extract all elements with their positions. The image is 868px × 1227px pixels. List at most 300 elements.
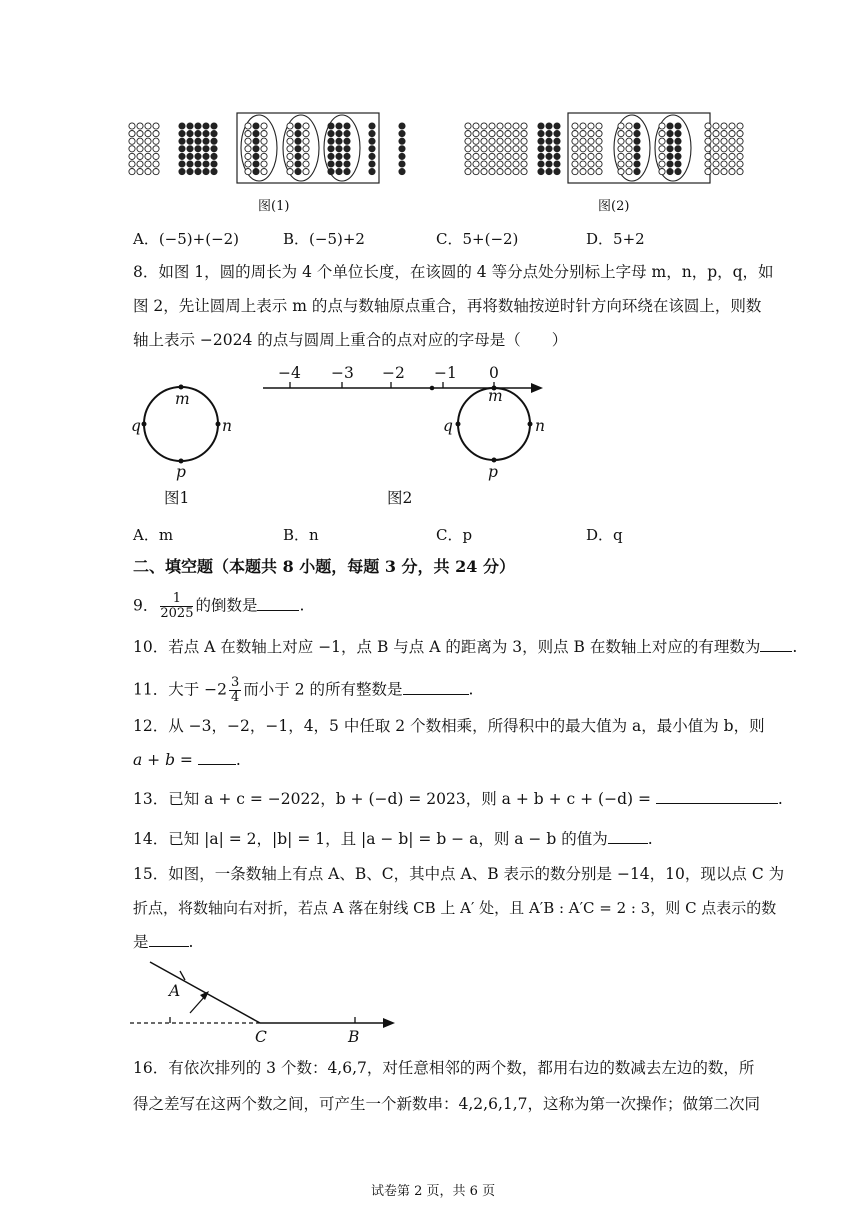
q13 <box>133 789 783 809</box>
bead <box>721 153 727 159</box>
bead <box>721 169 727 175</box>
bead <box>129 123 135 129</box>
bead <box>145 146 151 152</box>
bead <box>634 146 640 152</box>
q8-fig2-label-m: m <box>488 387 503 405</box>
bead <box>675 138 681 144</box>
bead <box>588 161 594 167</box>
bead <box>497 123 503 129</box>
bead <box>667 146 673 152</box>
bead <box>588 138 594 144</box>
bead <box>618 161 624 167</box>
bead <box>328 123 334 129</box>
q8-fig1-caption: 图1 <box>164 489 190 507</box>
bead <box>195 146 201 152</box>
bead <box>667 123 673 129</box>
bead <box>211 131 217 137</box>
bead <box>203 169 209 175</box>
bead <box>596 161 602 167</box>
bead <box>137 146 143 152</box>
bead <box>546 123 552 129</box>
bead <box>659 146 665 152</box>
bead <box>153 138 159 144</box>
bead <box>580 138 586 144</box>
bead <box>245 146 251 152</box>
bead <box>521 138 527 144</box>
bead <box>137 169 143 175</box>
bead <box>626 161 632 167</box>
bead <box>713 138 719 144</box>
bead <box>245 138 251 144</box>
q10-answer-blank[interactable] <box>760 637 792 652</box>
bead <box>187 169 193 175</box>
bead <box>203 146 209 152</box>
bead <box>634 123 640 129</box>
bead <box>179 161 185 167</box>
bead <box>572 169 578 175</box>
q9-frac-num: 1 <box>160 592 193 607</box>
q8-option-c: C．p <box>436 526 473 544</box>
bead <box>729 123 735 129</box>
bead <box>261 161 267 167</box>
bead <box>187 146 193 152</box>
q8-option-a: A．m <box>133 526 174 544</box>
bead <box>634 169 640 175</box>
bead <box>554 161 560 167</box>
bead <box>179 131 185 137</box>
q10-text: 10．若点 A 在数轴上对应 −1，点 B 与点 A 的距离为 3，则点 B 在数轴上对应的有理数为 <box>133 638 761 656</box>
bead <box>521 146 527 152</box>
q8-fig1-label-q: q <box>131 417 141 435</box>
bead <box>399 138 405 144</box>
bead <box>554 123 560 129</box>
bead <box>137 123 143 129</box>
bead <box>705 161 711 167</box>
bead <box>489 123 495 129</box>
bead <box>481 138 487 144</box>
bead <box>497 131 503 137</box>
bead <box>505 161 511 167</box>
bead <box>497 153 503 159</box>
q12-line1: 12．从 −3，−2，−1，4，5 中任取 2 个数相乘，所得积中的最大值为 a，最小值为 b，则 <box>133 717 765 735</box>
q15-line2: 折点，将数轴向右对折，若点 A 落在射线 CB 上 A′ 处，且 A′B : A′C = 2 : 3，则 C 点表示的数 <box>133 899 777 917</box>
bead <box>572 123 578 129</box>
bead <box>521 131 527 137</box>
bead <box>675 131 681 137</box>
q8-fig1-label-m: m <box>175 390 190 408</box>
q7-option-a: A．(−5)+(−2) <box>133 230 240 248</box>
bead <box>295 131 301 137</box>
bead <box>481 169 487 175</box>
bead <box>303 123 309 129</box>
bead <box>465 169 471 175</box>
bead <box>737 161 743 167</box>
bead <box>721 146 727 152</box>
bead <box>203 138 209 144</box>
bead <box>179 123 185 129</box>
bead <box>344 169 350 175</box>
q8-option-b: B．n <box>283 526 319 544</box>
bead <box>295 138 301 144</box>
bead <box>626 146 632 152</box>
bead <box>659 131 665 137</box>
bead <box>153 131 159 137</box>
bead <box>675 123 681 129</box>
bead <box>705 123 711 129</box>
bead <box>295 161 301 167</box>
bead <box>336 123 342 129</box>
bead <box>195 131 201 137</box>
bead <box>261 146 267 152</box>
q12-answer-blank[interactable] <box>198 750 236 765</box>
bead <box>211 153 217 159</box>
bead <box>328 138 334 144</box>
bead <box>303 131 309 137</box>
bead <box>399 131 405 137</box>
bead <box>513 131 519 137</box>
bead <box>513 169 519 175</box>
bead <box>129 169 135 175</box>
bead <box>497 169 503 175</box>
bead <box>713 123 719 129</box>
bead <box>521 123 527 129</box>
bead <box>626 123 632 129</box>
bead <box>465 161 471 167</box>
q14-answer-blank[interactable] <box>608 829 648 844</box>
bead <box>473 161 479 167</box>
bead <box>713 169 719 175</box>
bead <box>203 131 209 137</box>
bead <box>659 138 665 144</box>
bead <box>626 138 632 144</box>
bead <box>253 153 259 159</box>
bead <box>705 131 711 137</box>
q15-end: . <box>188 933 194 951</box>
bead <box>659 169 665 175</box>
q8-line3: 轴上表示 −2024 的点与圆周上重合的点对应的字母是（ ） <box>133 331 568 349</box>
q8-fig1-label-n: n <box>222 417 232 435</box>
bead <box>546 169 552 175</box>
bead <box>203 161 209 167</box>
bead <box>729 169 735 175</box>
bead <box>145 169 151 175</box>
q8-fig2-tick-neg4: −4 <box>278 364 301 382</box>
bead <box>505 169 511 175</box>
bead <box>713 146 719 152</box>
bead <box>713 161 719 167</box>
bead <box>153 146 159 152</box>
bead <box>546 138 552 144</box>
bead <box>596 169 602 175</box>
bead <box>245 131 251 137</box>
q11-frac-den: 4 <box>231 690 240 705</box>
bead <box>580 131 586 137</box>
q11-frac-num: 3 <box>231 675 240 690</box>
bead <box>129 146 135 152</box>
q8-line2: 图 2，先让圆周上表示 m 的点与数轴原点重合，再将数轴按逆时针方向环绕在该圆上，则数 <box>133 297 762 315</box>
bead <box>721 138 727 144</box>
bead <box>737 123 743 129</box>
bead <box>729 146 735 152</box>
section2-title: 二、填空题（本题共 8 小题，每题 3 分，共 24 分） <box>133 557 515 576</box>
bead <box>513 161 519 167</box>
q13-answer-blank[interactable] <box>656 789 778 804</box>
q11-post: 而小于 2 的所有整数是 <box>243 680 403 699</box>
bead <box>465 146 471 152</box>
bead <box>618 138 624 144</box>
bead <box>618 123 624 129</box>
bead <box>580 161 586 167</box>
bead <box>521 161 527 167</box>
bead <box>513 138 519 144</box>
q15-answer-blank[interactable] <box>149 932 189 947</box>
bead <box>521 153 527 159</box>
bead <box>153 161 159 167</box>
bead <box>344 123 350 129</box>
bead <box>572 138 578 144</box>
q9-fraction <box>160 592 193 621</box>
bead <box>546 131 552 137</box>
bead <box>538 138 544 144</box>
bead <box>211 161 217 167</box>
bead <box>465 131 471 137</box>
q9-frac-den: 2025 <box>160 606 194 621</box>
bead <box>481 146 487 152</box>
bead <box>505 131 511 137</box>
bead <box>588 131 594 137</box>
bead <box>618 131 624 137</box>
bead <box>729 153 735 159</box>
q8-fig1-label-p: p <box>176 463 186 481</box>
bead <box>336 131 342 137</box>
bead <box>596 146 602 152</box>
bead <box>481 131 487 137</box>
q8-line1: 8．如图 1，圆的周长为 4 个单位长度，在该圆的 4 等分点处分别标上字母 m，n，p，q，如 <box>133 263 774 281</box>
bead <box>481 123 487 129</box>
bead <box>287 153 293 159</box>
bead <box>489 146 495 152</box>
bead <box>179 153 185 159</box>
bead <box>580 169 586 175</box>
bead <box>721 131 727 137</box>
bead <box>137 131 143 137</box>
bead <box>303 138 309 144</box>
bead <box>211 138 217 144</box>
bead <box>253 161 259 167</box>
bead <box>145 131 151 137</box>
bead <box>287 123 293 129</box>
bead <box>179 138 185 144</box>
bead <box>737 138 743 144</box>
bead <box>481 153 487 159</box>
bead <box>287 131 293 137</box>
q11-answer-blank[interactable] <box>403 680 469 695</box>
bead <box>489 169 495 175</box>
q15-fig-label-c: C <box>255 1028 267 1046</box>
bead <box>596 138 602 144</box>
bead <box>287 146 293 152</box>
bead <box>588 123 594 129</box>
bead <box>473 138 479 144</box>
bead <box>187 123 193 129</box>
q12-expr: a + b = <box>133 751 198 769</box>
bead <box>261 138 267 144</box>
bead <box>497 138 503 144</box>
bead <box>336 153 342 159</box>
bead <box>253 169 259 175</box>
bead <box>187 138 193 144</box>
bead <box>705 138 711 144</box>
bead <box>626 169 632 175</box>
bead <box>659 161 665 167</box>
bead <box>489 161 495 167</box>
bead <box>344 138 350 144</box>
abacus-fig1-caption: 图(1) <box>258 199 290 214</box>
bead <box>245 153 251 159</box>
bead <box>473 153 479 159</box>
bead <box>618 169 624 175</box>
bead <box>737 146 743 152</box>
q11-pre: 11．大于 −2 <box>133 680 227 699</box>
bead <box>399 123 405 129</box>
bead <box>737 169 743 175</box>
bead <box>634 161 640 167</box>
bead <box>261 123 267 129</box>
bead <box>580 146 586 152</box>
q16-line1: 16．有依次排列的 3 个数：4,6,7，对任意相邻的两个数，都用右边的数减去左边的数，所 <box>133 1059 755 1077</box>
bead <box>513 153 519 159</box>
q15-line3 <box>133 932 193 952</box>
bead <box>369 146 375 152</box>
bead <box>538 131 544 137</box>
bead <box>554 169 560 175</box>
bead <box>667 153 673 159</box>
bead <box>253 138 259 144</box>
bead <box>129 161 135 167</box>
bead <box>287 138 293 144</box>
bead <box>195 153 201 159</box>
bead <box>287 161 293 167</box>
q8-fig2-tick-neg1: −1 <box>434 364 457 382</box>
bead <box>546 153 552 159</box>
bead <box>634 153 640 159</box>
bead <box>187 161 193 167</box>
bead <box>336 138 342 144</box>
bead <box>538 169 544 175</box>
abacus-fig2-caption: 图(2) <box>598 199 630 214</box>
bead <box>505 123 511 129</box>
bead <box>713 131 719 137</box>
q10 <box>133 637 797 657</box>
bead <box>303 146 309 152</box>
bead <box>203 153 209 159</box>
bead <box>287 169 293 175</box>
bead <box>473 169 479 175</box>
bead <box>721 123 727 129</box>
bead <box>634 138 640 144</box>
bead <box>399 153 405 159</box>
bead <box>369 161 375 167</box>
bead <box>336 161 342 167</box>
bead <box>675 146 681 152</box>
bead <box>369 123 375 129</box>
bead <box>179 146 185 152</box>
q8-fig2-tick-neg3: −3 <box>331 364 354 382</box>
bead <box>303 169 309 175</box>
bead <box>588 169 594 175</box>
bead <box>245 161 251 167</box>
bead <box>328 169 334 175</box>
q9-text: 的倒数是 <box>195 596 258 615</box>
q8-fig2-label-n: n <box>535 417 545 435</box>
bead <box>580 153 586 159</box>
bead <box>369 131 375 137</box>
bead <box>369 138 375 144</box>
bead <box>513 123 519 129</box>
bead <box>211 146 217 152</box>
bead <box>729 131 735 137</box>
q9-answer-blank[interactable] <box>257 596 299 611</box>
bead <box>618 146 624 152</box>
bead <box>489 138 495 144</box>
bead <box>667 169 673 175</box>
bead <box>295 146 301 152</box>
q13-text: 13．已知 a + c = −2022，b + (−d) = 2023，则 a + b + c + (−d) = <box>133 790 656 808</box>
q7-option-c: C．5+(−2) <box>436 230 519 248</box>
bead <box>596 131 602 137</box>
bead <box>253 146 259 152</box>
bead <box>245 169 251 175</box>
bead <box>667 161 673 167</box>
q9 <box>133 592 304 621</box>
q11-end: . <box>468 680 474 699</box>
q12-end: . <box>235 751 241 769</box>
bead <box>473 146 479 152</box>
bead <box>572 161 578 167</box>
bead <box>137 138 143 144</box>
bead <box>328 161 334 167</box>
bead <box>554 131 560 137</box>
bead <box>572 146 578 152</box>
bead <box>253 131 259 137</box>
bead <box>481 161 487 167</box>
bead <box>344 131 350 137</box>
bead <box>521 169 527 175</box>
q16-line2: 得之差写在这两个数之间，可产生一个新数串：4,2,6,1,7，这称为第一次操作；做第二次同 <box>133 1095 761 1113</box>
bead <box>667 138 673 144</box>
bead <box>737 153 743 159</box>
bead <box>145 153 151 159</box>
bead <box>129 131 135 137</box>
q14-text: 14．已知 |a| = 2，|b| = 1，且 |a − b| = b − a，则 a − b 的值为 <box>133 830 608 848</box>
bead <box>538 123 544 129</box>
q15-line1: 15．如图，一条数轴上有点 A、B、C，其中点 A、B 表示的数分别是 −14，10，现以点 C 为 <box>133 865 785 883</box>
bead <box>659 123 665 129</box>
bead <box>497 146 503 152</box>
bead <box>721 161 727 167</box>
bead <box>538 146 544 152</box>
bead <box>203 123 209 129</box>
bead <box>489 153 495 159</box>
bead <box>473 131 479 137</box>
bead <box>505 146 511 152</box>
bead <box>546 161 552 167</box>
bead <box>596 153 602 159</box>
bead <box>618 153 624 159</box>
bead <box>596 123 602 129</box>
bead <box>187 153 193 159</box>
q15-fig-label-a: A <box>169 982 181 1000</box>
